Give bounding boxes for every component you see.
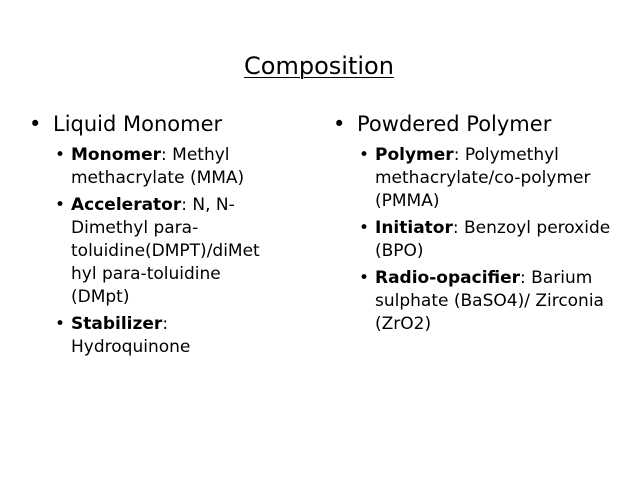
description-line: (ZrO2): [375, 314, 432, 334]
bullet-icon: •: [333, 112, 346, 136]
term-label: Monomer: [71, 145, 162, 165]
description-line: hyl para-toluidine: [71, 264, 221, 284]
term-label: Stabilizer: [71, 314, 163, 334]
description-line: : Methyl: [161, 145, 230, 165]
description-line: : Benzoyl peroxide: [452, 218, 611, 238]
bullet-icon: •: [359, 145, 370, 165]
list-item-accelerator: [55, 194, 294, 309]
liquid-monomer-column: [29, 110, 294, 363]
description-line: : Polymethyl: [453, 145, 559, 165]
list-item-polymer: [359, 144, 623, 213]
description-line: (BPO): [375, 241, 424, 261]
bullet-icon: •: [55, 314, 66, 334]
bullet-icon: •: [55, 145, 66, 165]
term-label: Initiator: [375, 218, 453, 238]
bullet-icon: •: [359, 218, 370, 238]
powdered-polymer-heading: [333, 110, 623, 138]
powdered-polymer-column: [333, 110, 623, 340]
slide-title-text: Composition: [244, 52, 394, 80]
list-item-stabilizer: [55, 313, 294, 359]
description-line: toluidine(DMPT)/diMet: [71, 241, 260, 261]
description-line: (DMpt): [71, 287, 130, 307]
bullet-icon: •: [29, 112, 42, 136]
bullet-icon: •: [55, 195, 66, 215]
description-line: :: [162, 314, 169, 334]
liquid-monomer-list: [29, 144, 294, 359]
description-line: : Barium: [520, 268, 593, 288]
slide-title: [0, 50, 638, 82]
description-line: Hydroquinone: [71, 337, 191, 357]
liquid-monomer-heading: [29, 110, 294, 138]
list-item-monomer: [55, 144, 294, 190]
powdered-polymer-list: [333, 144, 623, 336]
description-line: : N, N-: [181, 195, 235, 215]
description-line: methacrylate (MMA): [71, 168, 245, 188]
list-item-radio-opacifier: [359, 267, 623, 336]
heading-text: Liquid Monomer: [53, 112, 223, 136]
heading-text: Powdered Polymer: [357, 112, 552, 136]
description-line: (PMMA): [375, 191, 440, 211]
term-label: Accelerator: [71, 195, 182, 215]
term-label: Polymer: [375, 145, 454, 165]
description-line: Dimethyl para-: [71, 218, 199, 238]
bullet-icon: •: [359, 268, 370, 288]
description-line: sulphate (BaSO4)/ Zirconia: [375, 291, 604, 311]
description-line: methacrylate/co-polymer: [375, 168, 591, 188]
list-item-initiator: [359, 217, 623, 263]
term-label: Radio-opacifier: [375, 268, 521, 288]
